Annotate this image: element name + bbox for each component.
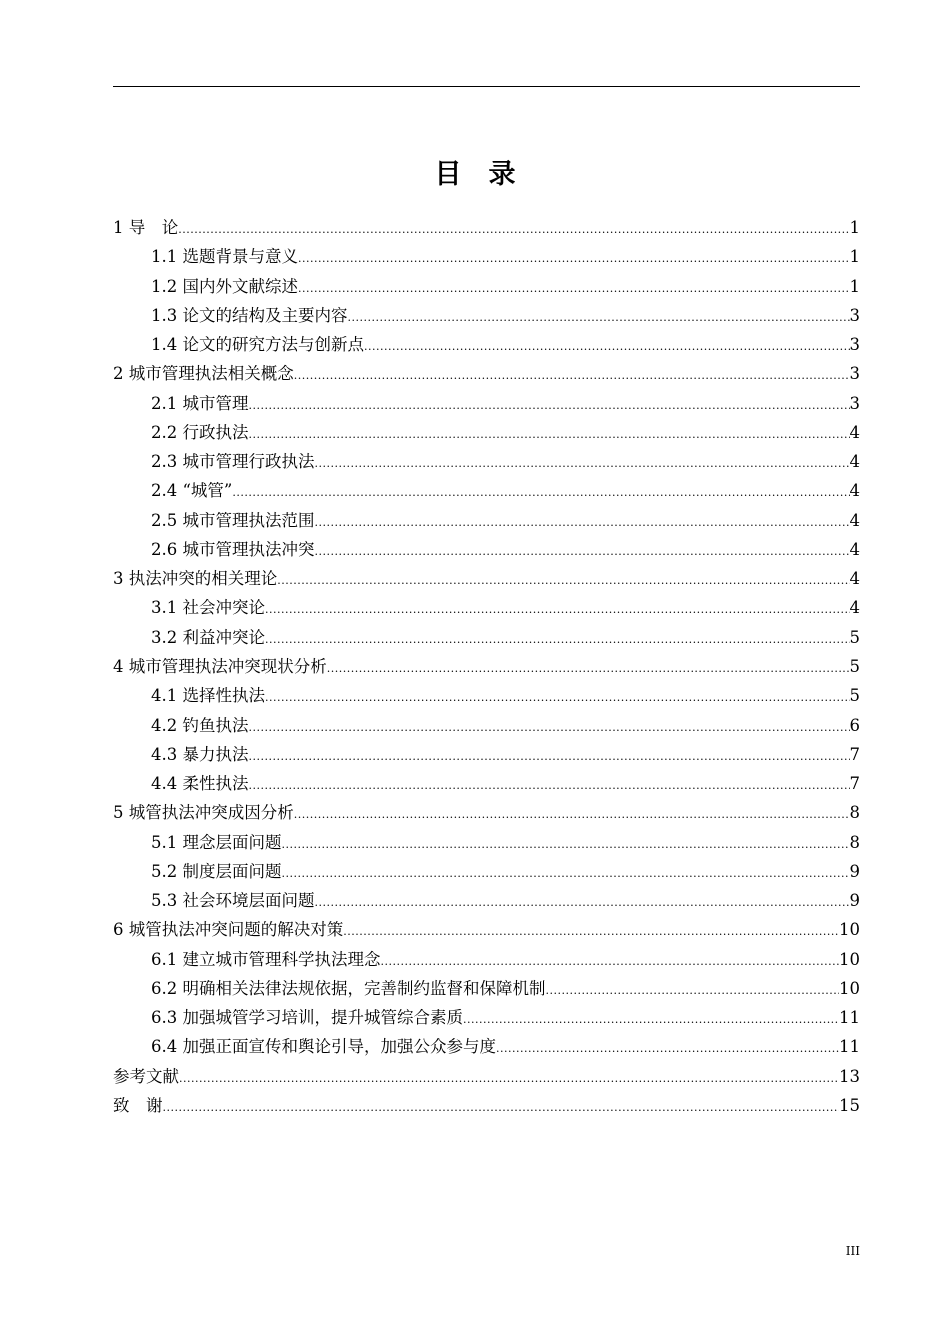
toc-subentry[interactable] xyxy=(113,886,860,915)
toc-entry-label: 5.1 理念层面问题 xyxy=(151,832,282,852)
toc-subentry[interactable] xyxy=(113,1032,860,1061)
toc-entry-page: 4 xyxy=(849,598,860,618)
toc-entry-page: 10 xyxy=(839,949,860,969)
toc-leader-dots xyxy=(546,976,840,1005)
toc-leader-dots xyxy=(294,361,850,390)
toc-leader-dots xyxy=(265,625,850,654)
toc-entry-page: 9 xyxy=(849,891,860,911)
page-title-text: 目 录 xyxy=(434,159,516,190)
toc-entry-page: 11 xyxy=(839,1008,860,1028)
toc-subentry[interactable] xyxy=(113,1003,860,1032)
toc-subentry[interactable] xyxy=(113,740,860,769)
toc-entry-label: 1 导 论 xyxy=(113,218,179,237)
toc-subentry[interactable] xyxy=(113,857,860,886)
page-title xyxy=(0,152,950,191)
toc-entry-page: 7 xyxy=(849,744,860,764)
toc-entry-label: 致 谢 xyxy=(113,1095,163,1115)
toc-entry-label: 6.3 加强城管学习培训，提升城管综合素质 xyxy=(151,1008,463,1028)
toc-entry-label: 4.4 柔性执法 xyxy=(151,774,249,794)
toc-entry-page: 15 xyxy=(839,1095,860,1115)
toc-entry-page: 8 xyxy=(849,832,860,852)
toc-subentry[interactable] xyxy=(113,389,860,418)
toc-subentry[interactable] xyxy=(113,535,860,564)
toc-leader-dots xyxy=(364,332,850,361)
toc-leader-dots xyxy=(463,1005,839,1034)
toc-leader-dots xyxy=(327,654,850,683)
toc-leader-dots xyxy=(348,303,850,332)
toc-leader-dots xyxy=(343,917,839,946)
toc-entry-page: 4 xyxy=(849,481,860,501)
toc-entry-label: 6 城管执法冲突问题的解决对策 xyxy=(113,920,344,940)
toc-subentry[interactable] xyxy=(113,711,860,740)
toc-leader-dots xyxy=(315,508,850,537)
toc-entry-page: 5 xyxy=(849,686,860,706)
toc-entry-page: 3 xyxy=(849,364,860,384)
toc-entry-label: 2.5 城市管理执法范围 xyxy=(151,510,315,530)
toc-entry-label: 3.1 社会冲突论 xyxy=(151,598,265,618)
toc-entry-label: 4.2 钓鱼执法 xyxy=(151,715,249,735)
toc-entry-label: 1.3 论文的结构及主要内容 xyxy=(151,305,348,325)
toc-leader-dots xyxy=(178,215,849,244)
toc-entry[interactable] xyxy=(113,213,860,242)
toc-leader-dots xyxy=(315,888,850,917)
toc-entry-page: 13 xyxy=(839,1066,860,1086)
toc-subentry[interactable] xyxy=(113,447,860,476)
toc-entry-page: 5 xyxy=(849,627,860,647)
toc-entry-page: 8 xyxy=(849,803,860,823)
toc-entry-label: 3.2 利益冲突论 xyxy=(151,627,265,647)
toc-entry-label: 2.2 行政执法 xyxy=(151,422,249,442)
toc-leader-dots xyxy=(265,595,850,624)
toc-entry[interactable] xyxy=(113,564,860,593)
toc-leader-dots xyxy=(249,420,850,449)
toc-entry-page: 4 xyxy=(849,569,860,589)
toc-leader-dots xyxy=(249,391,850,420)
toc-entry-page: 11 xyxy=(839,1037,860,1057)
toc-entry-page: 1 xyxy=(849,247,860,267)
toc-entry-page: 3 xyxy=(849,393,860,413)
toc-leader-dots xyxy=(315,537,850,566)
toc-leader-dots xyxy=(298,244,850,273)
toc-entry-page: 3 xyxy=(849,305,860,325)
toc-entry-label: 5 城管执法冲突成因分析 xyxy=(113,803,294,823)
toc-entry[interactable] xyxy=(113,798,860,827)
toc-entry-label: 4 城市管理执法冲突现状分析 xyxy=(113,656,327,676)
toc-subentry[interactable] xyxy=(113,828,860,857)
toc-entry-page: 1 xyxy=(849,218,860,237)
toc-subentry[interactable] xyxy=(113,301,860,330)
toc-entry[interactable] xyxy=(113,359,860,388)
toc-subentry[interactable] xyxy=(113,242,860,271)
toc-leader-dots xyxy=(249,713,850,742)
toc-entry-label: 2.6 城市管理执法冲突 xyxy=(151,539,315,559)
toc-entry[interactable] xyxy=(113,915,860,944)
toc-entry-label: 1.2 国内外文献综述 xyxy=(151,276,298,296)
toc-entry-page: 7 xyxy=(849,774,860,794)
toc-subentry[interactable] xyxy=(113,418,860,447)
toc-entry-label: 3 执法冲突的相关理论 xyxy=(113,569,278,589)
toc-entry[interactable] xyxy=(113,1062,860,1091)
toc-entry-label: 6.4 加强正面宣传和舆论引导，加强公众参与度 xyxy=(151,1037,496,1057)
toc-subentry[interactable] xyxy=(113,593,860,622)
toc-entry-page: 4 xyxy=(849,452,860,472)
toc-leader-dots xyxy=(315,449,850,478)
toc-leader-dots xyxy=(381,947,840,976)
toc-entry-label: 1.4 论文的研究方法与创新点 xyxy=(151,335,364,355)
toc-entry-label: 4.3 暴力执法 xyxy=(151,744,249,764)
toc-leader-dots xyxy=(265,683,850,712)
toc-entry-page: 3 xyxy=(849,335,860,355)
header-rule xyxy=(113,86,860,87)
toc-leader-dots xyxy=(277,566,849,595)
toc-leader-dots xyxy=(298,274,850,303)
toc-entry-page: 10 xyxy=(839,978,860,998)
toc-subentry[interactable] xyxy=(113,681,860,710)
toc-entry[interactable] xyxy=(113,652,860,681)
toc-entry-page: 9 xyxy=(849,861,860,881)
toc-entry-label: 6.2 明确相关法律法规依据，完善制约监督和保障机制 xyxy=(151,978,546,998)
toc-entry-label: 2.1 城市管理 xyxy=(151,393,249,413)
toc-entry[interactable] xyxy=(113,1091,860,1120)
toc-subentry[interactable] xyxy=(113,476,860,505)
toc-leader-dots xyxy=(282,859,850,888)
toc-leader-dots xyxy=(249,742,850,771)
toc-subentry[interactable] xyxy=(113,623,860,652)
toc-entry-label: 5.3 社会环境层面问题 xyxy=(151,891,315,911)
toc-leader-dots xyxy=(232,478,849,507)
toc-subentry[interactable] xyxy=(113,974,860,1003)
toc-leader-dots xyxy=(294,800,850,829)
toc-entry-page: 4 xyxy=(849,422,860,442)
toc-leader-dots xyxy=(249,771,850,800)
toc-leader-dots xyxy=(179,1064,839,1093)
toc-entry-page: 6 xyxy=(849,715,860,735)
toc-subentry[interactable] xyxy=(113,272,860,301)
toc-subentry[interactable] xyxy=(113,769,860,798)
toc-entry-label: 参考文献 xyxy=(113,1066,179,1086)
toc-leader-dots xyxy=(496,1034,839,1063)
table-of-contents xyxy=(113,213,860,1120)
toc-leader-dots xyxy=(282,830,850,859)
toc-entry-page: 1 xyxy=(849,276,860,296)
toc-entry-page: 4 xyxy=(849,539,860,559)
toc-subentry[interactable] xyxy=(113,945,860,974)
toc-entry-label: 5.2 制度层面问题 xyxy=(151,861,282,881)
toc-entry-page: 5 xyxy=(849,656,860,676)
page-number: III xyxy=(845,1244,860,1258)
toc-leader-dots xyxy=(163,1093,840,1122)
toc-entry-label: 2 城市管理执法相关概念 xyxy=(113,364,294,384)
toc-entry-label: 6.1 建立城市管理科学执法理念 xyxy=(151,949,381,969)
toc-subentry[interactable] xyxy=(113,330,860,359)
toc-entry-page: 10 xyxy=(839,920,860,940)
toc-entry-label: 2.4 “城管” xyxy=(151,481,233,501)
toc-entry-label: 1.1 选题背景与意义 xyxy=(151,247,298,267)
toc-entry-page: 4 xyxy=(849,510,860,530)
toc-subentry[interactable] xyxy=(113,506,860,535)
toc-entry-label: 2.3 城市管理行政执法 xyxy=(151,452,315,472)
toc-entry-label: 4.1 选择性执法 xyxy=(151,686,265,706)
